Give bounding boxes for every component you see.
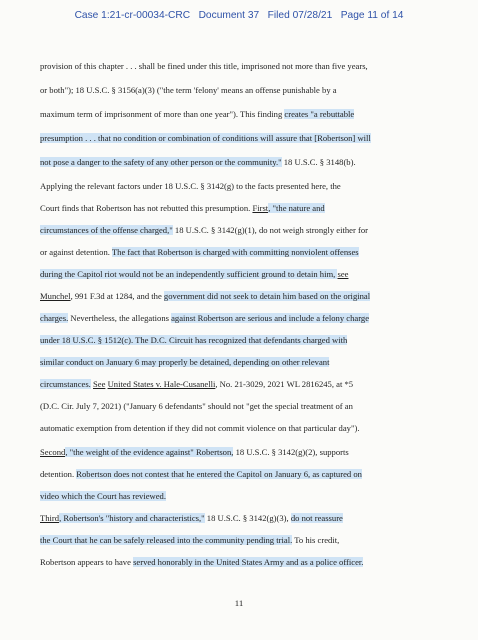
text-line: [40, 399, 432, 413]
highlighted-text: government did not seek to detain him based on the original: [163, 291, 371, 301]
highlighted-text: presumption . . . that no condition or combination of conditions will assure that [Robertson] will: [40, 133, 371, 143]
text-line: [40, 179, 432, 193]
text-line: [40, 83, 432, 97]
text-line: [40, 511, 432, 525]
text-line: [40, 201, 432, 215]
text-span: automatic exemption from detention if they did not commit violence on that particular day").: [40, 423, 360, 433]
highlighted-text: , "the nature and: [268, 203, 325, 213]
highlighted-text: the Court that he can be safely released into the community pending trial.: [40, 535, 293, 545]
page-count: Page 11 of 14: [340, 10, 404, 21]
text-span: To his credit,: [292, 535, 340, 545]
text-span: detention.: [40, 469, 77, 479]
filed-date: Filed 07/28/21: [267, 10, 333, 21]
underlined-text: United States v. Hale-Cusanelli: [107, 379, 216, 389]
highlighted-text: creates "a rebuttable: [284, 109, 355, 119]
ecf-header: [0, 10, 478, 21]
underlined-text: Munchel: [40, 291, 71, 301]
text-span: 18 U.S.C. § 3148(b).: [281, 157, 356, 167]
highlighted-text: circumstances of the offense charged,": [40, 225, 173, 235]
text-line: [40, 59, 432, 73]
text-line: [40, 131, 432, 145]
text-line: [40, 245, 432, 259]
text-span: or both"); 18 U.S.C. § 3156(a)(3) ("the term 'felony' means an offense punishable by a: [40, 85, 337, 95]
highlighted-text: , Robertson's "history and characteristics,": [59, 513, 205, 523]
text-line: [40, 533, 432, 547]
highlighted-text: Robertson does not contest that he entered the Capitol on January 6, as captured on: [76, 469, 362, 479]
text-line: [40, 355, 432, 369]
text-line: [40, 489, 432, 503]
highlighted-text: , "the weight of the evidence against" Robertson,: [65, 447, 234, 457]
text-span: (D.C. Cir. July 7, 2021) ("January 6 defendants" should not "get the special treatment of an: [40, 401, 353, 411]
text-span: Applying the relevant factors under 18 U.S.C. § 3142(g) to the facts presented here, the: [40, 181, 341, 191]
page-number: 11: [234, 598, 244, 608]
highlighted-text: against Robertson are serious and include a felony charge: [171, 313, 370, 323]
text-line: [40, 467, 432, 481]
highlighted-text: do not reassure: [290, 513, 343, 523]
text-line: [40, 223, 432, 237]
underlined-text: Third: [40, 513, 60, 523]
text-line: [40, 267, 432, 281]
text-span: 18 U.S.C. § 3142(g)(1), do not weigh strongly either for: [172, 225, 369, 235]
underlined-text: First: [252, 203, 269, 213]
text-line: [40, 311, 432, 325]
text-line: [40, 445, 432, 459]
text-line: [40, 289, 432, 303]
highlighted-text: charges.: [40, 313, 69, 323]
text-line: [40, 555, 432, 569]
underlined-text: see: [337, 269, 349, 279]
document-number: Document 37: [198, 10, 260, 21]
highlighted-text: during the Capitol riot would not be an independently sufficient ground to detain him,: [40, 269, 338, 279]
highlighted-text: The fact that Robertson is charged with committing nonviolent offenses: [111, 247, 359, 257]
text-span: maximum term of imprisonment of more than one year"). This finding: [40, 109, 285, 119]
text-line: [40, 421, 432, 435]
text-line: [40, 333, 432, 347]
highlighted-text: served honorably in the United States Army and as a police officer.: [133, 557, 364, 567]
highlighted-text: The D.C. Circuit has recognized that defendants charged with: [133, 335, 348, 345]
text-line: [40, 107, 432, 121]
text-span: , No. 21-3029, 2021 WL 2816245, at *5: [215, 379, 354, 389]
text-line: [40, 377, 432, 391]
text-span: or against detention.: [40, 247, 112, 257]
highlighted-text: similar conduct on January 6 may properly be detained, depending on other relevant: [40, 357, 330, 367]
case-number: Case 1:21-cr-00034-CRC: [74, 10, 191, 21]
highlighted-text: under 18 U.S.C. § 1512(c).: [40, 335, 134, 345]
text-line: [40, 155, 432, 169]
text-span: Court finds that Robertson has not rebutted this presumption.: [40, 203, 253, 213]
text-span: 18 U.S.C. § 3142(g)(3),: [204, 513, 291, 523]
highlighted-text: not pose a danger to the safety of any other person or the community.": [40, 157, 282, 167]
text-span: Nevertheless, the allegations: [68, 313, 172, 323]
text-span: provision of this chapter . . . shall be fined under this title, imprisoned not more than five years,: [40, 61, 368, 71]
text-span: , 991 F.3d at 1284, and the: [70, 291, 164, 301]
highlighted-text: circumstances.: [40, 379, 91, 389]
text-span: 18 U.S.C. § 3142(g)(2), supports: [233, 447, 349, 457]
text-span: Robertson appears to have: [40, 557, 134, 567]
underlined-text: Second: [40, 447, 66, 457]
highlighted-text: video which the Court has reviewed.: [40, 491, 167, 501]
underlined-text: See: [92, 379, 106, 389]
